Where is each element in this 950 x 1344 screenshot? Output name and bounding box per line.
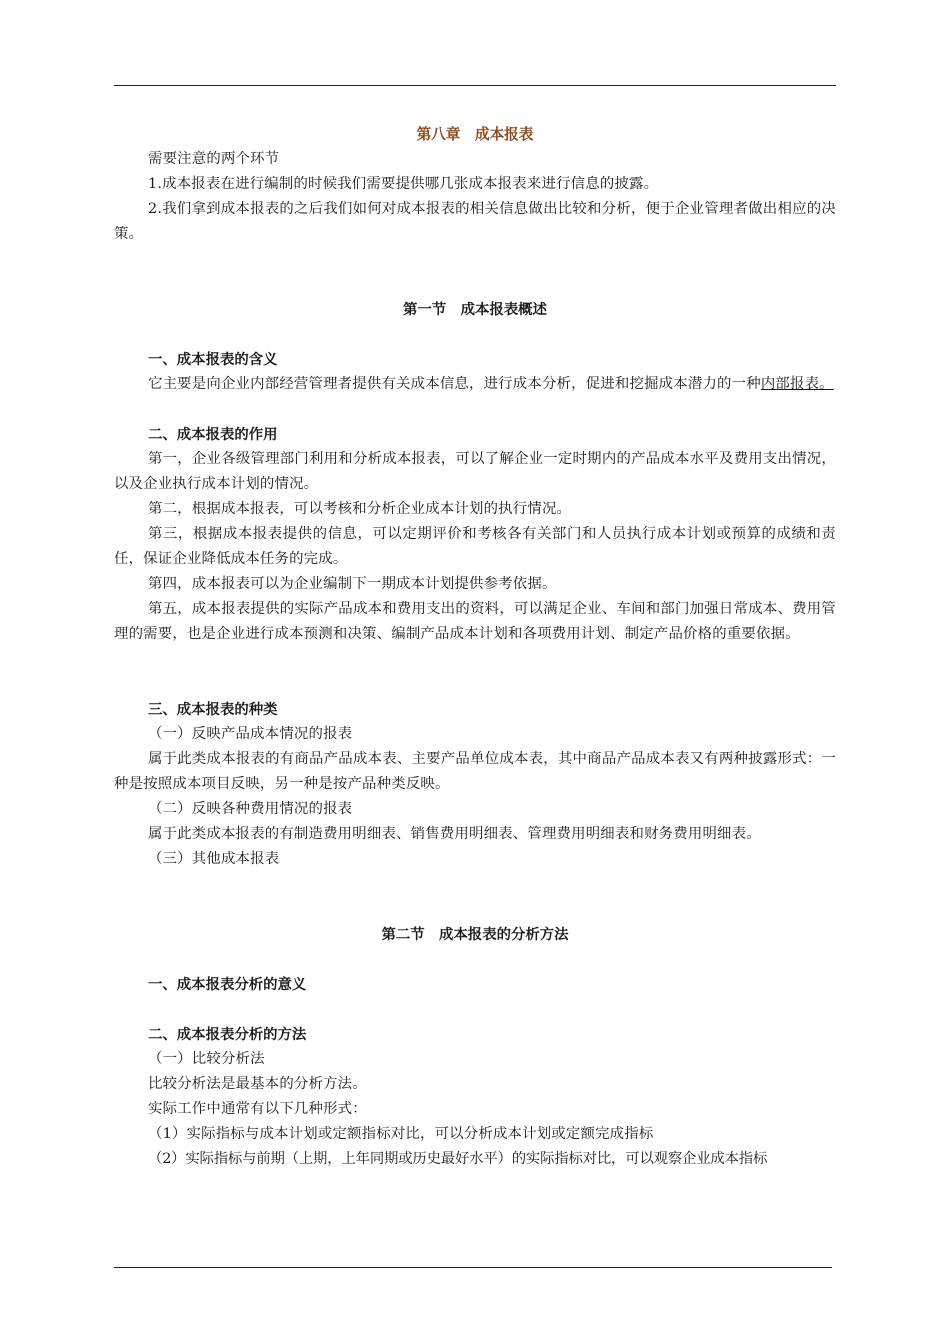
type-sub3: （三）其他成本报表: [148, 851, 280, 867]
document-body: [114, 122, 836, 1172]
underlined-term: 内部报表。: [760, 376, 834, 392]
method-sub1: （一）比较分析法: [148, 1051, 265, 1067]
header-rule: [114, 85, 836, 86]
type-sub2-text: 属于此类成本报表的有制造费用明细表、销售费用明细表、管理费用明细表和财务费用明细表。: [148, 826, 761, 842]
section2-part2-heading: 二、成本报表分析的方法: [148, 1026, 307, 1043]
type-sub1: （一）反映产品成本情况的报表: [148, 726, 353, 742]
method-line-3: （1）实际指标与成本计划或定额指标对比，可以分析成本计划或定额完成指标: [148, 1126, 654, 1142]
role-item-3: 第三，根据成本报表提供的信息，可以定期评价和考核各有关部门和人员执行成本计划或预算的成绩和责任，保证企业降低成本任务的完成。: [114, 526, 836, 567]
intro-lead: 需要注意的两个环节: [148, 151, 280, 167]
method-line-4: （2）实际指标与前期（上期，上年同期或历史最好水平）的实际指标对比，可以观察企业成本指标: [148, 1151, 768, 1167]
role-item-1: 第一，企业各级管理部门利用和分析成本报表，可以了解企业一定时期内的产品成本水平及费用支出情况，以及企业执行成本计划的情况。: [114, 451, 836, 492]
section1-part1-text: 它主要是向企业内部经营管理者提供有关成本信息，进行成本分析，促进和挖掘成本潜力的一种内部报表。: [148, 376, 834, 392]
method-line-1: 比较分析法是最基本的分析方法。: [148, 1076, 367, 1092]
role-item-2: 第二，根据成本报表，可以考核和分析企业成本计划的执行情况。: [148, 501, 572, 517]
section1-title: 第一节 成本报表概述: [403, 301, 547, 318]
intro-point-1: 1.成本报表在进行编制的时候我们需要提供哪几张成本报表来进行信息的披露。: [148, 176, 659, 192]
type-sub2: （二）反映各种费用情况的报表: [148, 801, 353, 817]
footer-rule: [114, 1267, 832, 1268]
role-item-5: 第五，成本报表提供的实际产品成本和费用支出的资料，可以满足企业、车间和部门加强日常成本、费用管理的需要，也是企业进行成本预测和决策、编制产品成本计划和各项费用计划、制定产品价格的重要依据。: [114, 601, 836, 642]
method-line-2: 实际工作中通常有以下几种形式：: [148, 1101, 367, 1117]
type-sub1-text: 属于此类成本报表的有商品产品成本表、主要产品单位成本表，其中商品产品成本表又有两种披露形式：一种是按照成本项目反映，另一种是按产品种类反映。: [114, 751, 836, 792]
section1-part3-heading: 三、成本报表的种类: [148, 701, 278, 718]
section1-part1-heading: 一、成本报表的含义: [148, 351, 278, 368]
chapter-title: 第八章 成本报表: [416, 126, 534, 143]
role-item-4: 第四，成本报表可以为企业编制下一期成本计划提供参考依据。: [148, 576, 557, 592]
section1-part2-heading: 二、成本报表的作用: [148, 426, 278, 443]
section2-title: 第二节 成本报表的分析方法: [381, 926, 569, 943]
intro-point-2: 2.我们拿到成本报表的之后我们如何对成本报表的相关信息做出比较和分析，便于企业管理者做出相应的决策。: [114, 201, 836, 242]
section2-part1-heading: 一、成本报表分析的意义: [148, 976, 307, 993]
